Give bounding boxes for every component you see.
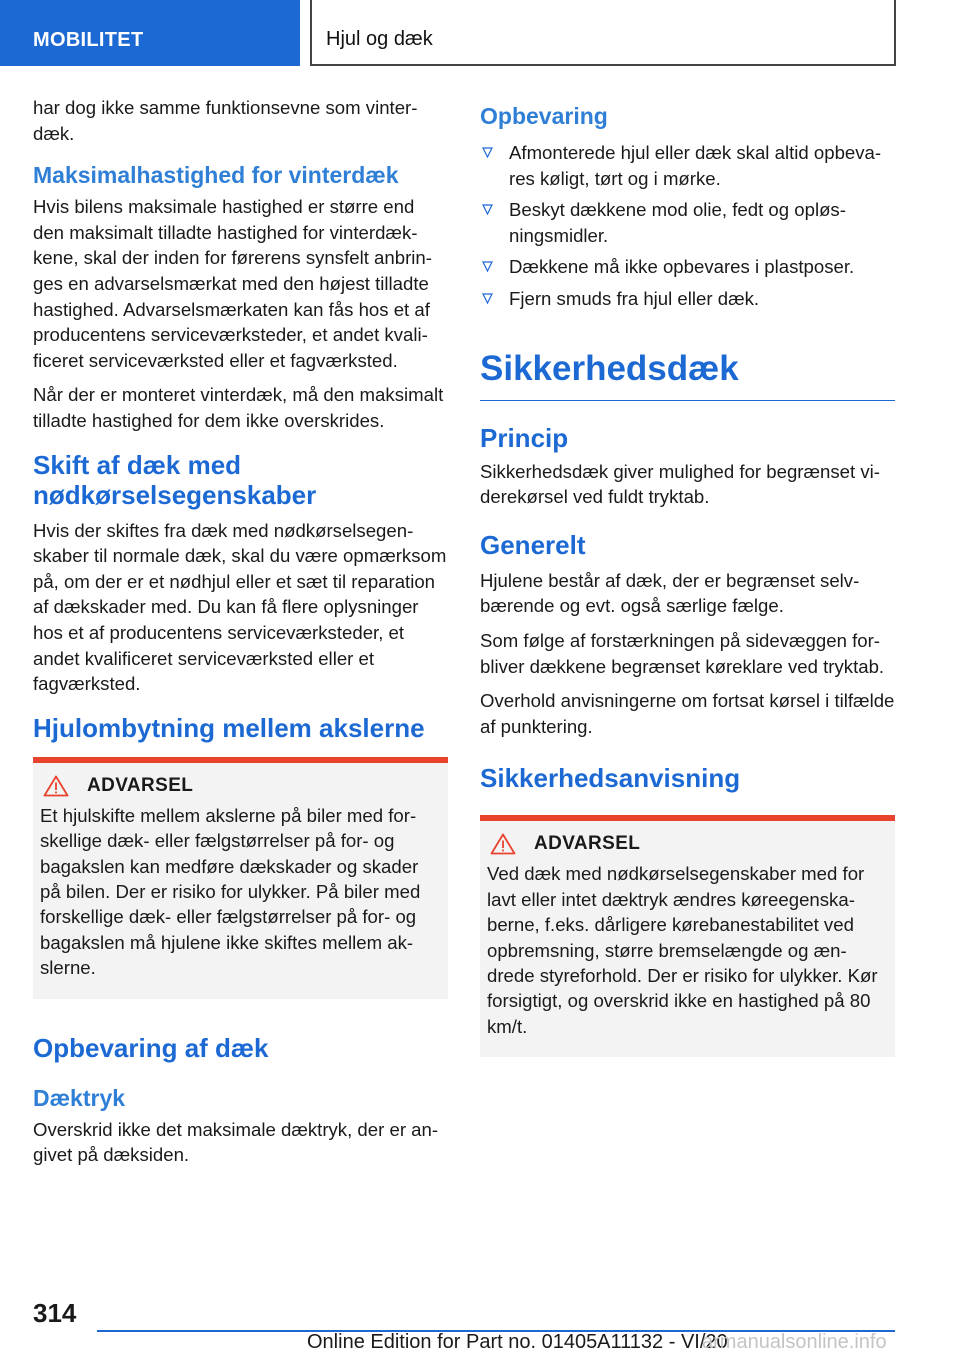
warning-title: ADVARSEL bbox=[87, 774, 194, 796]
warning-triangle-icon bbox=[43, 775, 69, 797]
section-label: MOBILITET bbox=[0, 0, 300, 66]
axle-swap-heading: Hjulombytning mellem akslerne bbox=[33, 712, 425, 743]
runflat-change-paragraph: Hvis der skiftes fra dæk med nødkørselsegenskaber til normale dæk, skal du være opmærksom på, om der er et nødhjul eller et sæt til reparation af dækskader med. Du kan få flere oplysninger hos et af producentens serviceværksteder, et andet kvalificeret serviceværksted eller et fagværksted. bbox=[33, 519, 447, 695]
page-number: 314 bbox=[33, 1298, 77, 1328]
warning-header bbox=[33, 775, 440, 797]
bullet-triangle-icon bbox=[482, 204, 493, 215]
warning-text: Et hjulskifte mellem akslerne på biler med forskellige dæk- eller fælgstørrelser på for- og bagakslen kan medføre dækskader og skader på bilen. Der er risiko for ulykker. På biler med forskellige dæk- eller fælgstørrelser på for- og bagakslen må hjulene ikke skiftes mellem akslerne. bbox=[40, 804, 421, 979]
warning-triangle-icon bbox=[490, 833, 516, 855]
warning-title: ADVARSEL bbox=[534, 833, 641, 855]
tire-pressure-paragraph: Overskrid ikke det maksimale dæktryk, der er angivet på dæksiden. bbox=[33, 1118, 439, 1166]
intro-paragraph: har dog ikke samme funktionsevne som vinterdæk. bbox=[33, 97, 418, 144]
list-item: Dækkene må ikke opbevares i plastposer. bbox=[480, 254, 895, 280]
storage-list bbox=[480, 140, 895, 312]
storage-heading: Opbevaring bbox=[480, 103, 608, 129]
axle-swap-warning-box bbox=[33, 757, 448, 999]
runflat-change-heading: Skift af dæk med nødkørselsegenskaber bbox=[33, 449, 317, 510]
page-header bbox=[0, 0, 960, 66]
general-paragraph-2: Som følge af forstærkningen på sidevæggen forbliver dækkene begrænset køreklare ved tryktab. bbox=[480, 629, 885, 677]
safety-warning-box bbox=[480, 815, 895, 1057]
chapter-title: Sikkerhedsdæk bbox=[480, 348, 895, 401]
chapter-label: Hjul og dæk bbox=[310, 0, 896, 66]
general-heading: Generelt bbox=[480, 529, 586, 560]
list-item: Fjern smuds fra hjul eller dæk. bbox=[480, 286, 895, 312]
bullet-triangle-icon bbox=[482, 147, 493, 158]
general-paragraph-3: Overhold anvisningerne om fortsat kørsel i tilfælde af punktering. bbox=[480, 690, 895, 737]
watermark-text: armanualsonline.info bbox=[702, 1331, 887, 1353]
left-column bbox=[33, 95, 448, 1177]
list-item: Afmonterede hjul eller dæk skal altid opbevares køligt, tørt og i mørke. bbox=[480, 140, 895, 191]
principle-paragraph: Sikkerhedsdæk giver mulighed for begrænset viderekørsel ved fuldt tryktab. bbox=[480, 460, 880, 508]
max-speed-paragraph-2: Når der er monteret vinterdæk, må den maksimalt tilladte hastighed for dem ikke overskrides. bbox=[33, 384, 444, 431]
edition-text: Online Edition for Part no. 01405A11132 - VI/20 bbox=[307, 1331, 728, 1353]
tire-pressure-heading: Dæktryk bbox=[33, 1084, 126, 1111]
tire-storage-heading: Opbevaring af dæk bbox=[33, 1032, 269, 1063]
max-speed-paragraph-1: Hvis bilens maksimale hastighed er større end den maksimalt tilladte hastighed for vinterdækkene, skal der inden for førerens synsfelt anbringes en advarselsmærkat med den højest tilladte hastighed. Advarselsmærkaten kan fås hos et af producentens serviceværksteder, et andet kvalificeret serviceværksted eller et fagværksted. bbox=[33, 196, 432, 371]
principle-heading: Princip bbox=[480, 422, 569, 453]
right-column bbox=[480, 95, 895, 1057]
general-paragraph-1: Hjulene består af dæk, der er begrænset selvbærende og evt. også særlige fælge. bbox=[480, 569, 860, 617]
safety-heading: Sikkerhedsanvisning bbox=[480, 763, 741, 794]
bullet-triangle-icon bbox=[482, 261, 493, 272]
bullet-triangle-icon bbox=[482, 293, 493, 304]
warning-header bbox=[480, 833, 887, 855]
max-speed-heading: Maksimalhastighed for vinterdæk bbox=[33, 162, 399, 189]
warning-text: Ved dæk med nødkørselsegenskaber med for lavt eller intet dæktryk ændres køreegenskaberne, f.eks. dårligere kørebanestabilitet ved opbremsning, større bremselængde og ændrede styreforhold. Der er risiko for ulykker. Kør forsigtigt, og overskrid ikke en hastighed på 80 km/t. bbox=[487, 863, 878, 1037]
list-item: Beskyt dækkene mod olie, fedt og opløsningsmidler. bbox=[480, 197, 895, 248]
